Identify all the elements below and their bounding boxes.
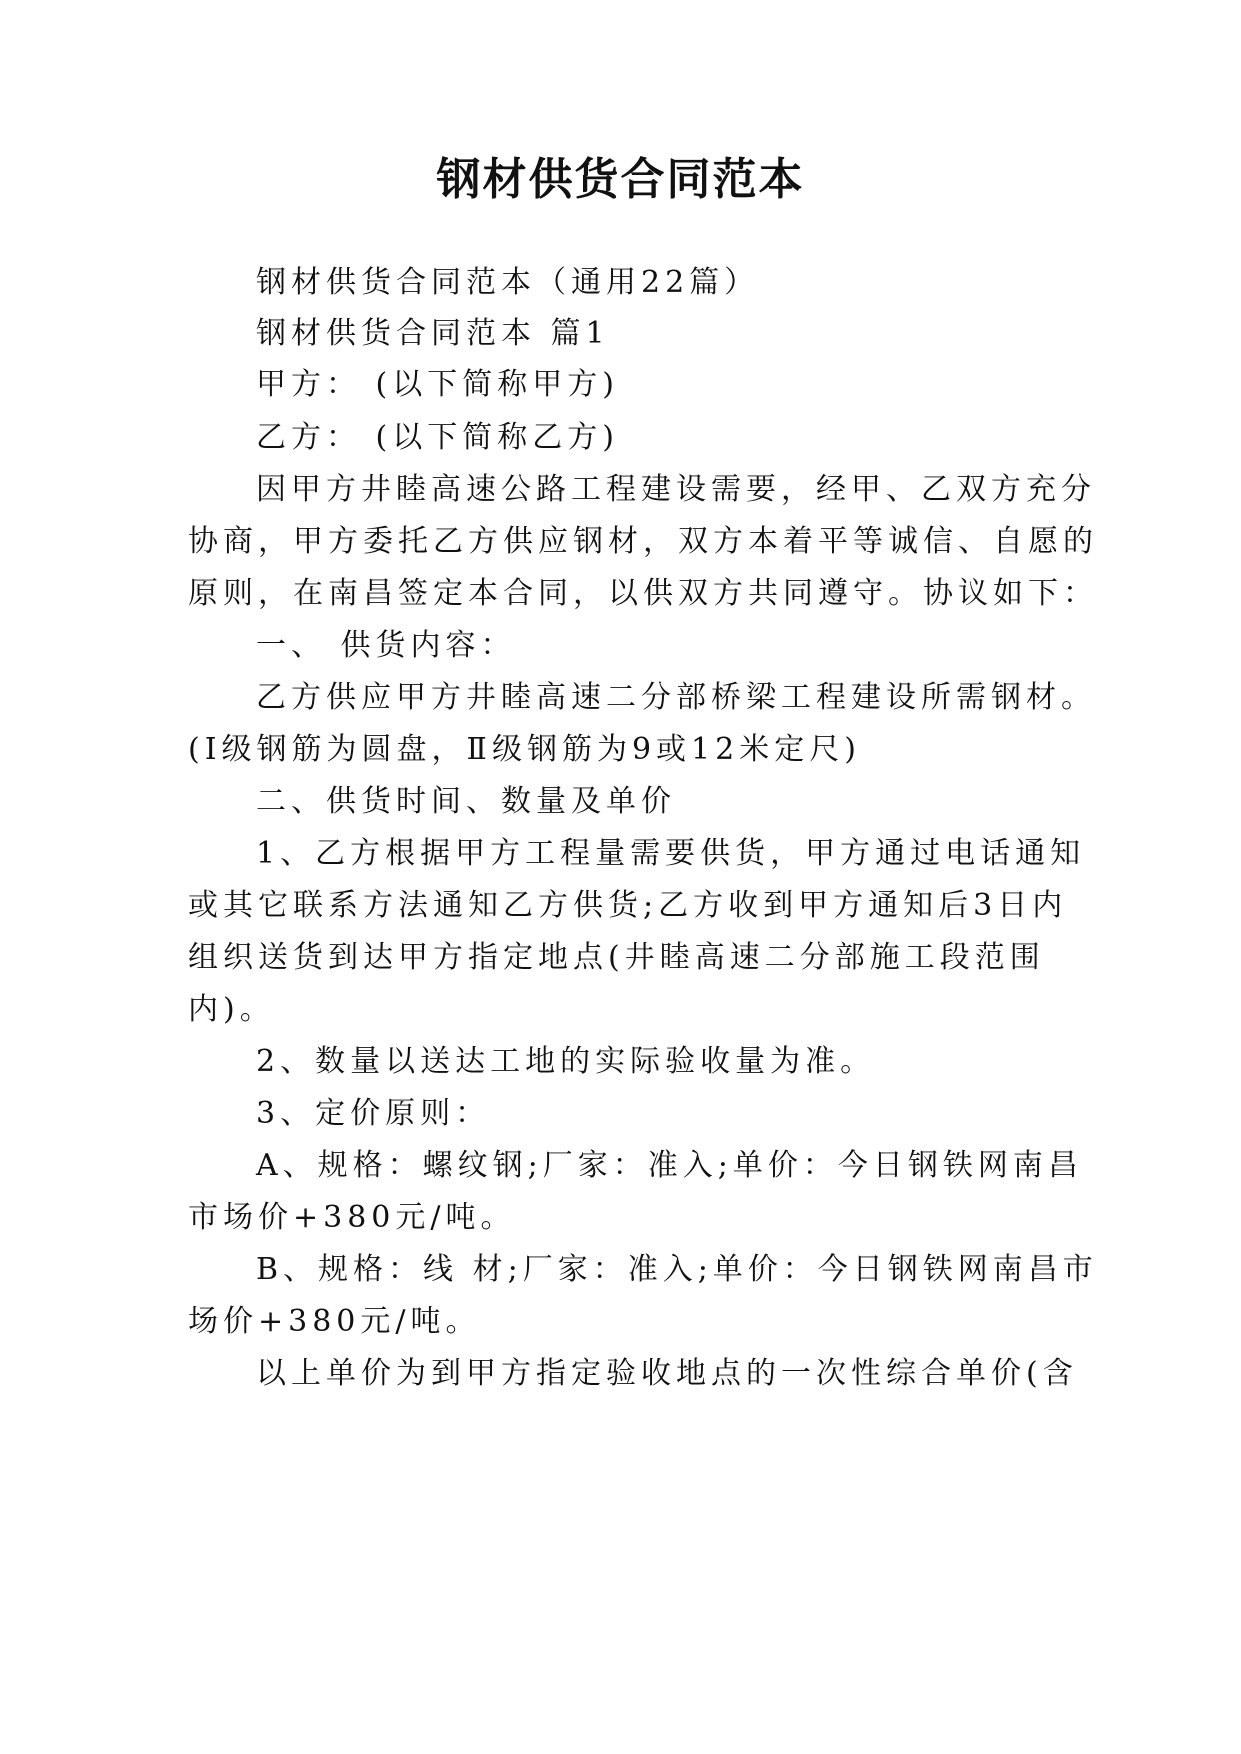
subtitle-line: 钢材供货合同范本（通用22篇） (256, 265, 760, 300)
body-text-line: B、规格：线 材;厂家：准入;单价：今日钢铁网南昌市 (256, 1252, 1098, 1287)
body-text-line: 3、定价原则： (256, 1096, 491, 1131)
body-text-line: (Ⅰ级钢筋为圆盘，Ⅱ级钢筋为9或12米定尺) (188, 732, 861, 767)
section-heading-line: 钢材供货合同范本 篇1 (256, 316, 610, 351)
party-a-line: 甲方： (以下简称甲方) (256, 367, 619, 402)
body-text-line: 原则，在南昌签定本合同，以供双方共同遵守。协议如下： (188, 576, 1098, 611)
clause-heading-line: 二、供货时间、数量及单价 (256, 784, 676, 819)
body-text-line: 场价+380元/吨。 (188, 1304, 481, 1339)
body-text-line: 或其它联系方法通知乙方供货;乙方收到甲方通知后3日内 (188, 888, 1068, 923)
body-text-line: 组织送货到达甲方指定地点(井睦高速二分部施工段范围 (188, 940, 1045, 975)
body-text-line: 以上单价为到甲方指定验收地点的一次性综合单价(含 (256, 1356, 1078, 1391)
body-text-line: 2、数量以送达工地的实际验收量为准。 (256, 1044, 876, 1079)
body-text-line: 乙方供应甲方井睦高速二分部桥梁工程建设所需钢材。 (256, 680, 1096, 715)
body-text-line: A、规格：螺纹钢;厂家：准入;单价：今日钢铁网南昌 (256, 1148, 1083, 1183)
body-text-line: 因甲方井睦高速公路工程建设需要，经甲、乙双方充分 (256, 472, 1096, 507)
party-b-line: 乙方： (以下简称乙方) (256, 420, 619, 455)
body-text-line: 1、乙方根据甲方工程量需要供货，甲方通过电话通知 (256, 836, 1086, 871)
clause-heading-line: 一、 供货内容： (256, 628, 516, 663)
body-text-line: 内)。 (188, 992, 275, 1027)
document-title: 钢材供货合同范本 (436, 154, 805, 205)
body-text-line: 市场价+380元/吨。 (188, 1200, 516, 1235)
body-text-line: 协商，甲方委托乙方供应钢材，双方本着平等诚信、自愿的 (188, 524, 1098, 559)
